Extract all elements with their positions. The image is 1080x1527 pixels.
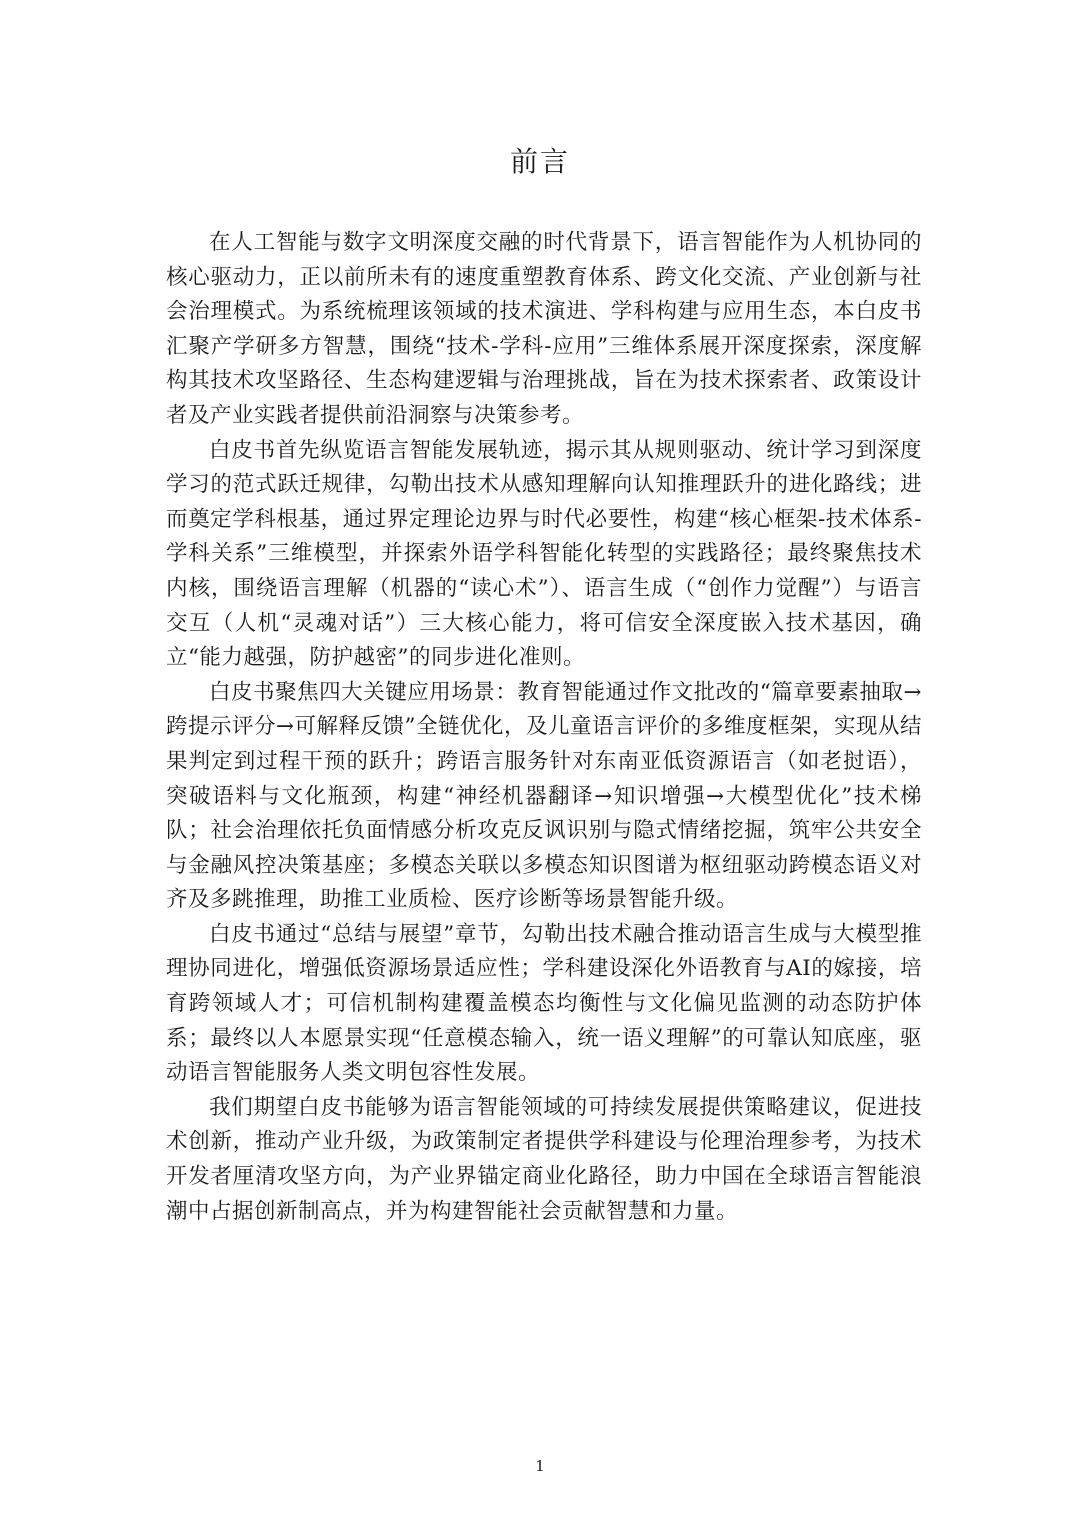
body-text	[166, 226, 922, 1229]
paragraph-applications: 白皮书聚焦四大关键应用场景：教育智能通过作文批改的“篇章要素抽取→跨提示评分→可解释反馈”全链优化，及儿童语言评价的多维度框架，实现从结果判定到过程干预的跃升；跨语言服务针对东南亚低资源语言（如老挝语），突破语料与文化瓶颈，构建“神经机器翻译→知识增强→大模型优化”技术梯队；社会治理依托负面情感分析攻克反讽识别与隐式情绪挖掘，筑牢公共安全与金融风控决策基座；多模态关联以多模态知识图谱为枢纽驱动跨模态语义对齐及多跳推理，助推工业质检、医疗诊断等场景智能升级。	[166, 679, 923, 913]
paragraph-expectation: 我们期望白皮书能够为语言智能领域的可持续发展提供策略建议，促进技术创新，推动产业升级，为政策制定者提供学科建设与伦理治理参考，为技术开发者厘清攻坚方向，为产业界锚定商业化路径，助力中国在全球语言智能浪潮中占据创新制高点，并为构建智能社会贡献智慧和力量。	[166, 1094, 922, 1224]
page-title: 前言	[509, 145, 570, 178]
paragraph-intro: 在人工智能与数字文明深度交融的时代背景下，语言智能作为人机协同的核心驱动力，正以前所未有的速度重塑教育体系、跨文化交流、产业创新与社会治理模式。为系统梳理该领域的技术演进、学科构建与应用生态，本白皮书汇聚产学研多方智慧，围绕“技术-学科-应用”三维体系展开深度探索，深度解构其技术攻坚路径、生态构建逻辑与治理挑战，旨在为技术探索者、政策设计者及产业实践者提供前沿洞察与决策参考。	[166, 230, 922, 428]
paragraph-outlook: 白皮书通过“总结与展望”章节，勾勒出技术融合推动语言生成与大模型推理协同进化，增强低资源场景适应性；学科建设深化外语教育与AI的嫁接，培育跨领域人才；可信机制构建覆盖模态均衡性与文化偏见监测的动态防护体系；最终以人本愿景实现“任意模态输入，统一语义理解”的可靠认知底座，驱动语言智能服务人类文明包容性发展。	[166, 921, 922, 1086]
page-number: 1	[535, 1457, 545, 1475]
paragraph-overview: 白皮书首先纵览语言智能发展轨迹，揭示其从规则驱动、统计学习到深度学习的范式跃迁规律，勾勒出技术从感知理解向认知推理跃升的进化路线；进而奠定学科根基，通过界定理论边界与时代必要性，构建“核心框架-技术体系-学科关系”三维模型，并探索外语学科智能化转型的实践路径；最终聚焦技术内核，围绕语言理解（机器的“读心术”）、语言生成（“创作力觉醒”）与语言交互（人机“灵魂对话”）三大核心能力，将可信安全深度嵌入技术基因，确立“能力越强，防护越密”的同步进化准则。	[166, 437, 922, 671]
